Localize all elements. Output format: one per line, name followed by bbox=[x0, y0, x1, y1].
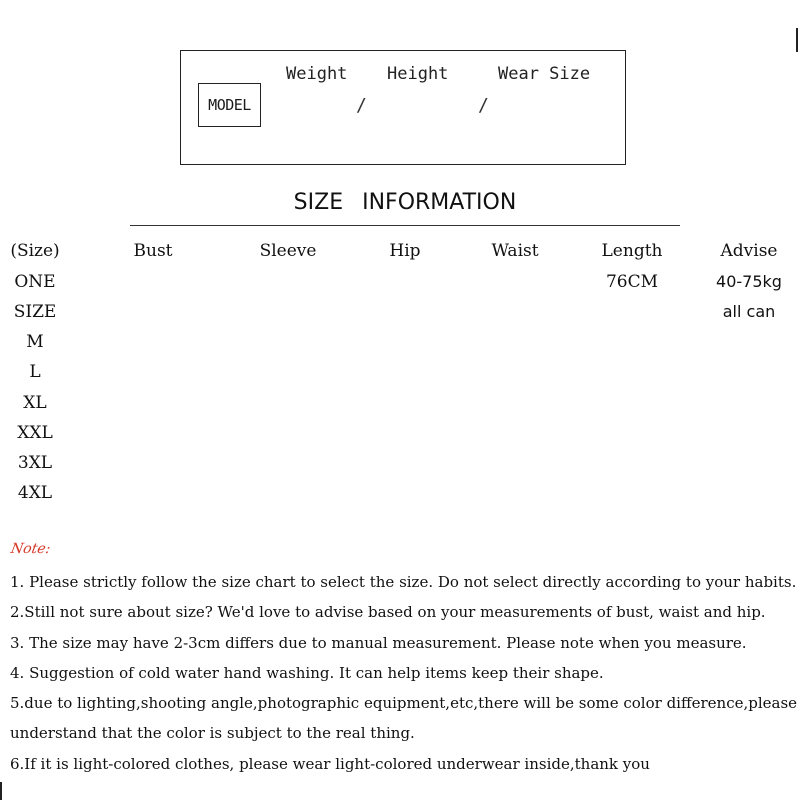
model-tag: MODEL bbox=[198, 83, 261, 127]
note-item: understand that the color is subject to the real thing. bbox=[10, 724, 415, 742]
weight-label: Weight bbox=[286, 64, 348, 84]
edge-mark bbox=[796, 28, 798, 52]
header-length: Length bbox=[601, 241, 663, 261]
height-value: / bbox=[478, 95, 489, 116]
note-item: 1. Please strictly follow the size chart to select the size. Do not select directly according to your habits. bbox=[10, 573, 797, 591]
header-sleeve: Sleeve bbox=[259, 241, 317, 261]
header-hip: Hip bbox=[389, 241, 421, 261]
note-item: 4. Suggestion of cold water hand washing. It can help items keep their shape. bbox=[10, 664, 604, 682]
length-value: 76CM bbox=[605, 272, 659, 292]
size-row-label: XXL bbox=[17, 423, 53, 443]
note-item: 5.due to lighting,shooting angle,photographic equipment,etc,there will be some color difference,please bbox=[10, 694, 798, 712]
header-size: (Size) bbox=[10, 241, 60, 261]
header-advise: Advise bbox=[720, 241, 778, 261]
size-row-label: ONE bbox=[14, 272, 56, 292]
size-row-label: XL bbox=[23, 393, 47, 413]
note-item: 2.Still not sure about size? We'd love to advise based on your measurements of bust, waist and hip. bbox=[10, 603, 766, 621]
note-item: 3. The size may have 2-3cm differs due to manual measurement. Please note when you measure. bbox=[10, 634, 747, 652]
size-information-title: SIZE INFORMATION bbox=[293, 190, 517, 215]
note-label: Note: bbox=[9, 541, 52, 557]
size-row-label: 4XL bbox=[17, 483, 53, 503]
height-label: Height bbox=[387, 64, 449, 84]
wear-size-label: Wear Size bbox=[498, 64, 591, 84]
corner-mark bbox=[0, 782, 2, 800]
advise-fit-note: all can bbox=[722, 302, 776, 321]
advise-weight-range: 40-75kg bbox=[716, 272, 782, 291]
header-waist: Waist bbox=[491, 241, 539, 261]
weight-value: / bbox=[356, 95, 367, 116]
header-bust: Bust bbox=[133, 241, 173, 261]
size-row-label: SIZE bbox=[13, 302, 57, 322]
size-row-label: M bbox=[26, 332, 44, 352]
size-row-label: 3XL bbox=[17, 453, 53, 473]
note-item: 6.If it is light-colored clothes, please wear light-colored underwear inside,thank you bbox=[10, 755, 650, 773]
size-row-label: L bbox=[29, 362, 41, 382]
title-underline bbox=[130, 225, 680, 226]
